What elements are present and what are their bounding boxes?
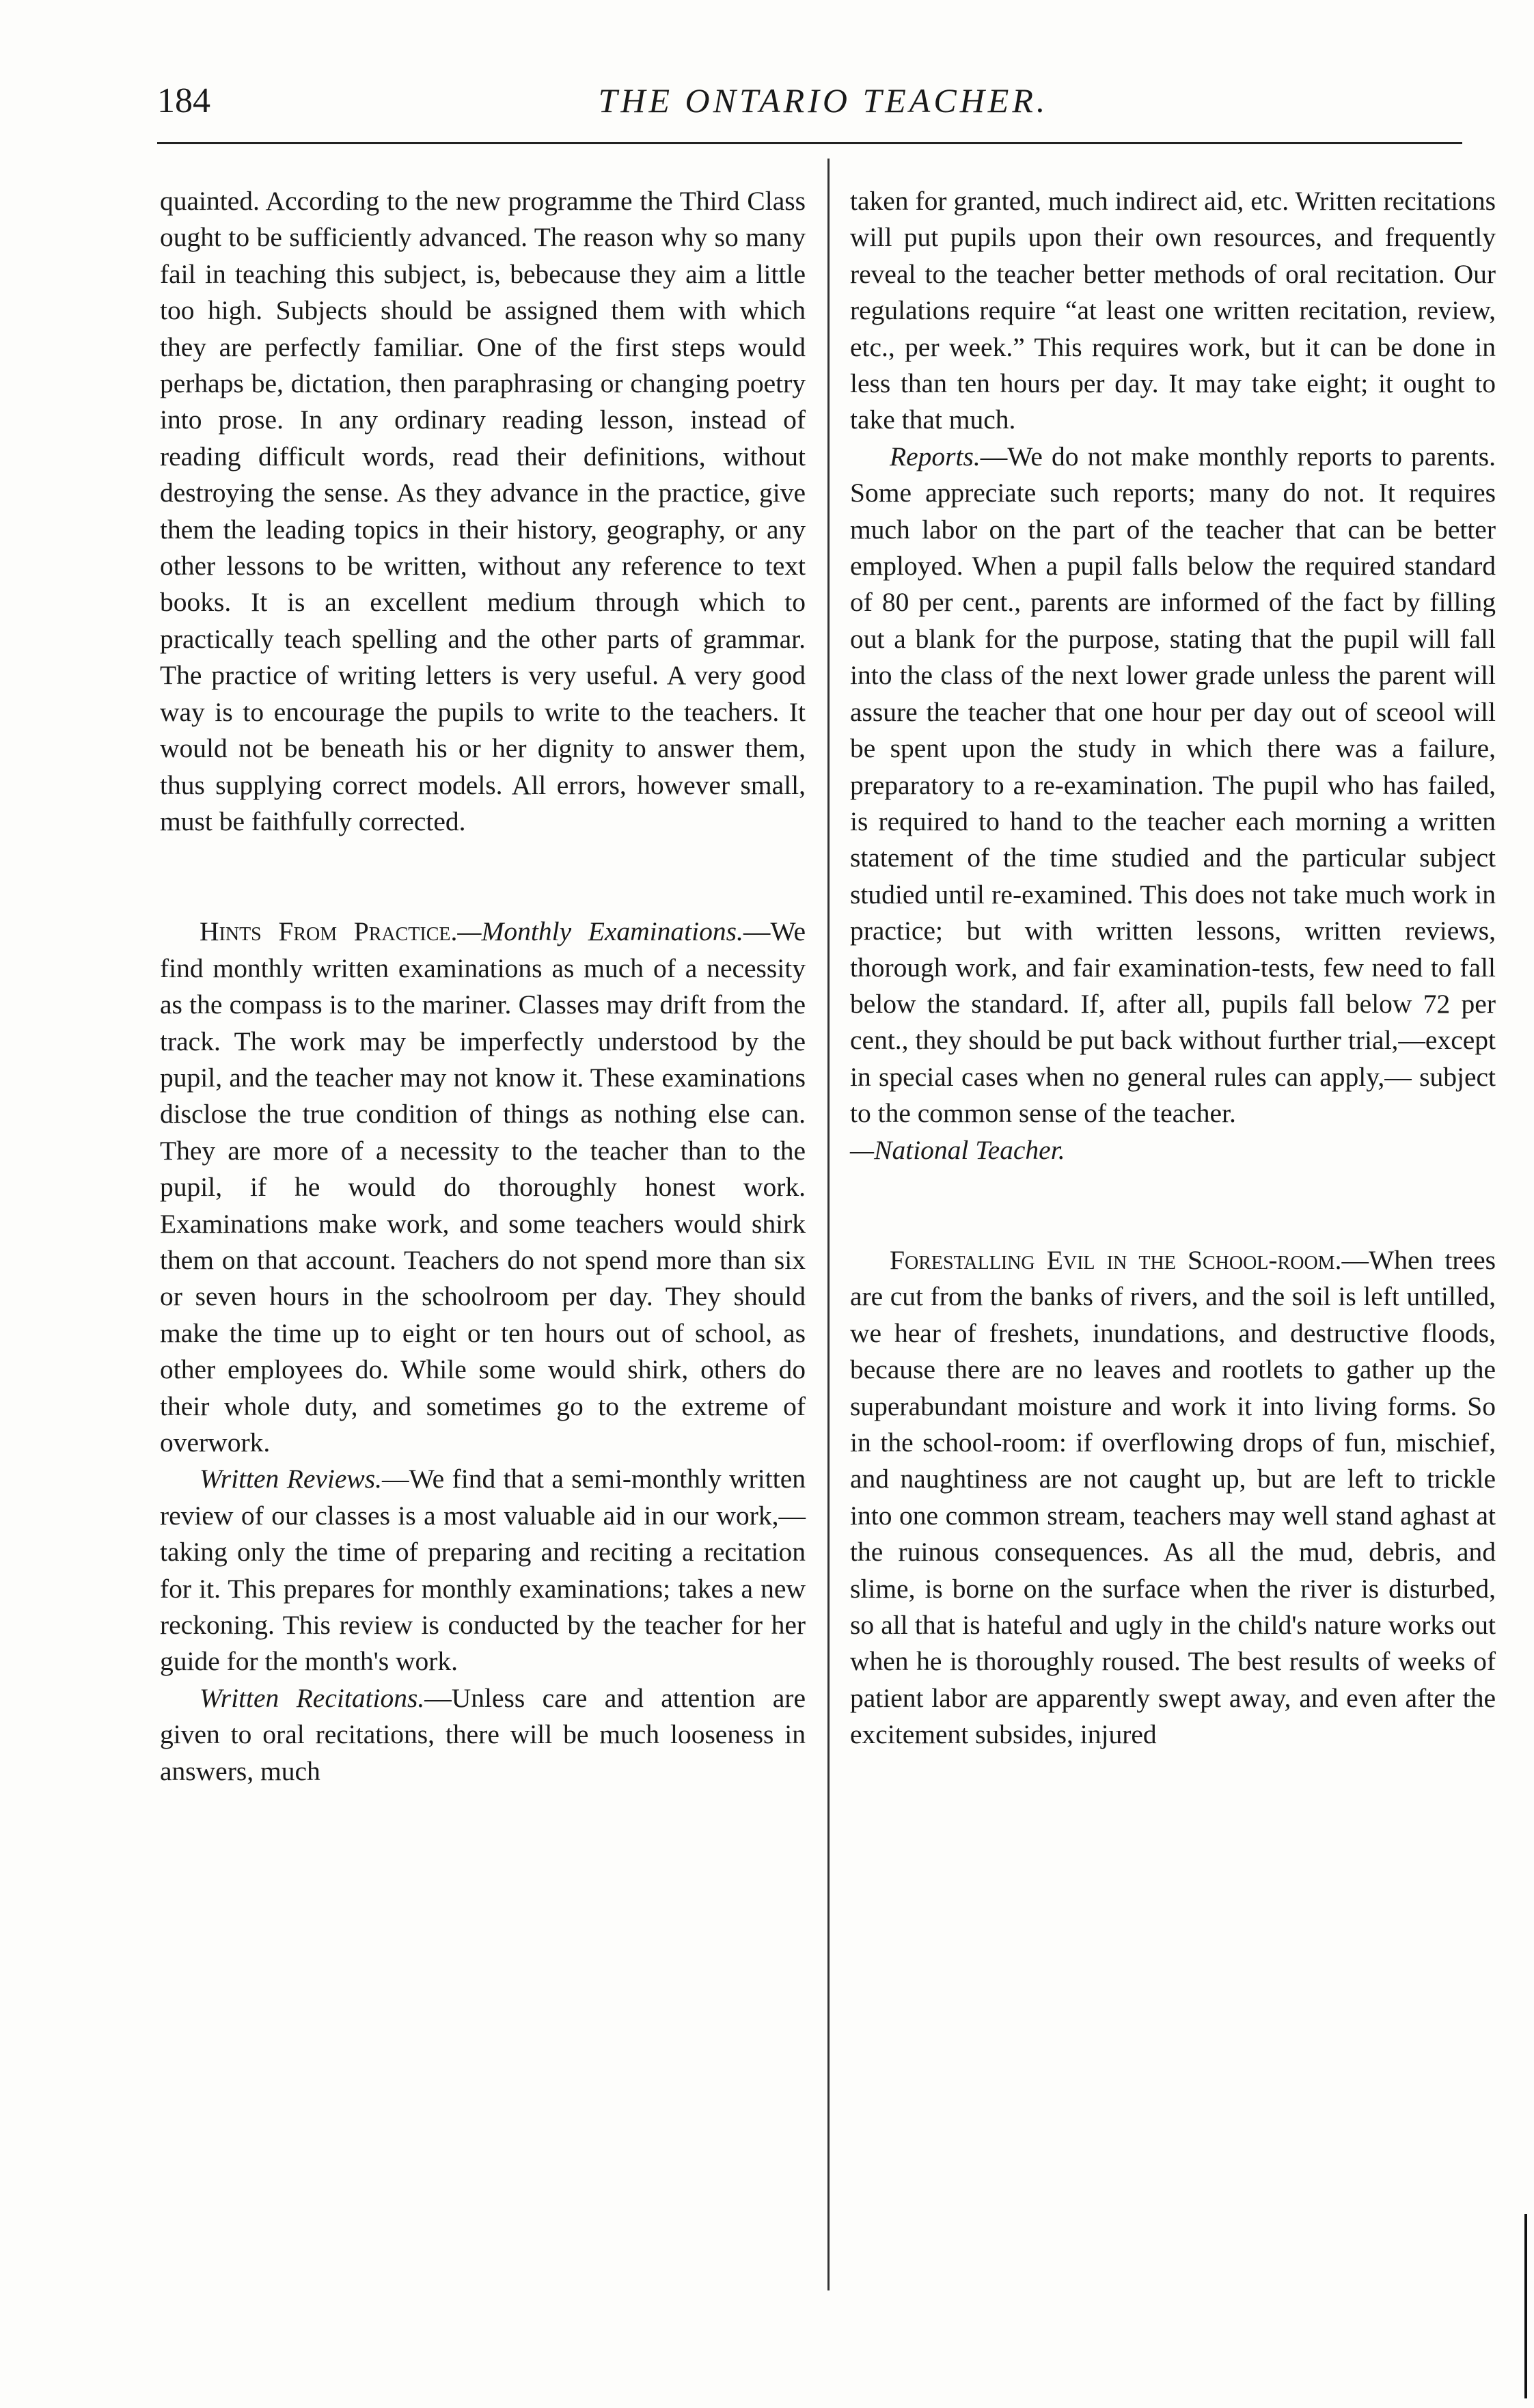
running-head	[157, 81, 1462, 135]
subsection-title: Written Recitations.	[200, 1682, 425, 1713]
paragraph-text: —We do not make monthly reports to parents. Some appreciate such reports; many do not. It requires much labor on the part of the teacher that can be better employed. When a pupil falls below the required standard of 80 per cent., parents are informed of the fact by filling out a blank for the purpose, stating that the pupil will fall into the class of the next lower grade unless the parent will assure the teacher that one hour per day out of sceool will be spent upon the study in which there was a failure, preparatory to a re-examination. The pupil who has failed, is required to hand to the teacher each morning a written statement of the time studied and the particular subject studied until re-examined. This does not take much work in practice; but with written lessons, written reviews, thorough work, and fair examination-tests, few need to fall below the standard. If, after all, pupils fall below 72 per cent., they should be put back without further trial,—except in special cases when no general rules can apply,— subject to the common sense of the teacher.	[850, 441, 1496, 1129]
subsection-title: —Monthly Examinations.	[457, 916, 743, 947]
section-written-reviews	[160, 1461, 806, 1680]
paragraph-text: —Unless care and attention are given to oral recitations, there will be much looseness in answers, much	[160, 1682, 806, 1786]
paragraph: quainted. According to the new programme the Third Class ought to be sufficiently advanced. The reason why so many fail in teaching this subject, is, bebecause they aim a little too high. Subjects should be assigned them with which they are perfectly familiar. One of the first steps would perhaps be, dictation, then paraphrasing or changing poetry into prose. In any ordinary reading lesson, instead of reading difficult words, read their definitions, without destroying the sense. As they advance in the practice, give them the leading topics in their history, geography, or any other lessons to be written, without any reference to text books. It is an excellent medium through which to practically teach spelling and the other parts of grammar. The practice of writing letters is very useful. A very good way is to encourage the pupils to write to the teachers. It would not be beneath his or her dignity to answer them, thus supplying correct models. All errors, however small, must be faithfully corrected.	[160, 186, 806, 836]
header-rule	[157, 142, 1462, 144]
subsection-title: Reports.	[890, 441, 981, 471]
subsection-title: Written Reviews.	[200, 1464, 383, 1494]
page-number: 184	[157, 81, 210, 120]
paragraph-text: —When trees are cut from the banks of rivers, and the soil is left untilled, we hear of freshets, inundations, and destructive floods, because there are no leaves and rootlets to gather up the superabundant moisture and work it into living forms. So in the school-room: if overflowing drops of fun, mischief, and naughtiness are not caught up, but are left to trickle into one common stream, teachers may well stand aghast at the ruinous consequences. As all the mud, debris, and slime, is borne on the surface when the river is disturbed, so all that is hateful and ugly in the child's nature works out when he is thoroughly roused. The best results of weeks of patient labor are apparently swept away, and even after the excitement subsides, injured	[850, 1244, 1496, 1750]
paragraph-text: —We find monthly written examinations as much of a necessity as the compass is to the mariner. Classes may drift from the track. The work may be imperfectly understood by the pupil, and the teacher may not know it. These examinations disclose the true condition of things as nothing else can. They are more of a necessity to the teacher than to the pupil, if he would do thoroughly honest work. Examinations make work, and some teachers would shirk them on that account. Teachers do not spend more than six or seven hours in the schoolroom per day. They should make the time up to eight or ten hours out of school, as other employees do. While some would shirk, others do their whole duty, and sometimes go to the extreme of overwork.	[160, 916, 806, 1458]
section-hints-from-practice	[160, 914, 806, 1461]
source-credit: —National Teacher.	[850, 1134, 1065, 1165]
paragraph: taken for granted, much indirect aid, etc. Written recitations will put pupils upon their own resources, and frequently reveal to the teacher better methods of oral recitation. Our regulations require “at least one written recitation, review, etc., per week.” This requires work, but it can be done in less than ten hours per day. It may take eight; it ought to take that much.	[850, 186, 1496, 435]
section-heading: Forestalling Evil in the School-room.	[890, 1244, 1342, 1275]
journal-title: THE ONTARIO TEACHER.	[598, 81, 1049, 120]
section-forestalling-evil	[850, 1242, 1496, 1753]
column-divider	[827, 159, 830, 2290]
page-edge-mark	[1524, 2214, 1527, 2398]
paragraph-text: —We find that a semi-monthly written review of our classes is a most valuable aid in our work,—taking only the time of preparing and reciting a recitation for it. This prepares for monthly examinations; takes a new reckoning. This review is conducted by the teacher for her guide for the month's work.	[160, 1464, 806, 1677]
right-column	[850, 183, 1496, 1753]
section-written-recitations	[160, 1680, 806, 1790]
left-column	[160, 183, 806, 1790]
section-heading: Hints From Practice.	[200, 916, 458, 947]
section-reports	[850, 439, 1496, 1132]
